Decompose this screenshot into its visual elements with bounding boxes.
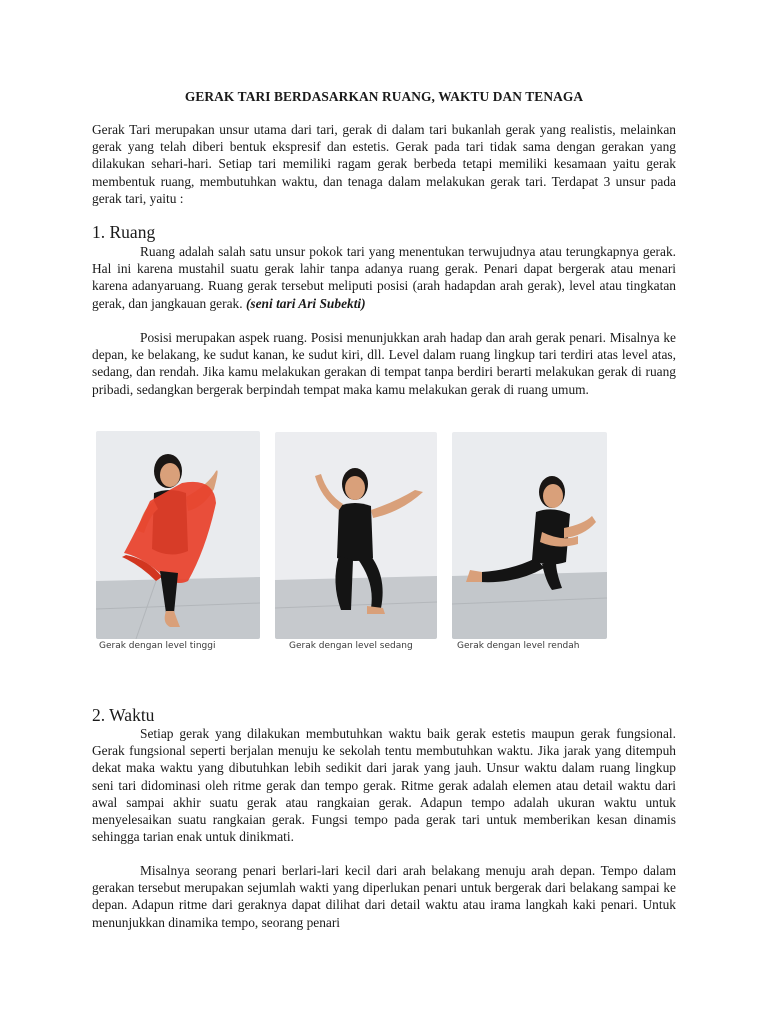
- ruang-paragraph-1: [92, 243, 676, 312]
- caption-level-sedang: Gerak dengan level sedang: [289, 641, 413, 651]
- photo-level-rendah: [452, 432, 607, 639]
- section-heading-ruang: 1. Ruang: [92, 222, 156, 242]
- citation: (seni tari Ari Subekti): [245, 295, 366, 311]
- caption-level-rendah: Gerak dengan level rendah: [457, 641, 580, 651]
- section-heading-waktu: 2. Waktu: [92, 705, 155, 725]
- ruang-paragraph-1-text: Ruang adalah salah satu unsur pokok tari yang menentukan terwujudnya atau terungkapnya gerak. Hal ini karena mustahil suatu gerak lahir tanpa adanya ruang gerak. Penari dapat bergerak atau menari karena adanyaruang. Ruang gerak tersebut meliputi posisi (arah hadapdan arah gerak), level atau tingkatan gerak, dan jangkauan gerak.: [92, 244, 676, 311]
- intro-paragraph: Gerak Tari merupakan unsur utama dari tari, gerak di dalam tari bukanlah gerak yang realistis, melainkan gerak yang telah diberi bentuk ekspresif dan estetis. Gerak pada tari tidak sama dengan gerakan yang dilakukan sehari-hari. Setiap tari memiliki ragam gerak berbeda tetapi memiliki kesamaan yaitu gerak membentuk ruang, membutuhkan waktu, dan tenaga dalam melakukan gerak tari. Terdapat 3 unsur pada gerak tari, yaitu :: [92, 122, 676, 206]
- waktu-paragraph-2: Misalnya seorang penari berlari-lari kecil dari arah belakang menuju arah depan. Tempo dalam gerakan tersebut merupakan sejumlah wakti yang diperlukan penari untuk bergerak dari belakang sampai ke depan. Adapun ritme dari geraknya dapat dilihat dari detail waktu atau irama langkah kaki penari. Untuk menunjukkan dinamika tempo, seorang penari: [92, 863, 676, 930]
- photo-level-tinggi: [96, 431, 260, 639]
- waktu-paragraph-1: Setiap gerak yang dilakukan membutuhkan waktu baik gerak estetis maupun gerak fungsional. Gerak fungsional seperti berjalan menuju ke sekolah tentu membutuhkan waktu. Jika jarak yang ditempuh dekat maka waktu yang dibutuhkan lebih sedikit dari jarak yang jauh. Unsur waktu dalam ruang lingkup seni tari didominasi oleh ritme gerak dan tempo gerak. Ritme gerak adalah elemen atau detail waktu dari awal sampai akhir suatu gerak atau rangkaian gerak. Adapun tempo adalah ukuran waktu untuk menyelesaikan suatu rangkaian gerak. Fungsi tempo pada gerak tari untuk memberikan kesan dinamis sehingga tarian enak untuk dinikmati.: [92, 726, 676, 845]
- photo-level-sedang: [275, 432, 437, 639]
- ruang-paragraph-2: Posisi merupakan aspek ruang. Posisi menunjukkan arah hadap dan arah gerak penari. Misalnya ke depan, ke belakang, ke sudut kanan, ke sudut kiri, dll. Level dalam ruang lingkup tari terdiri atas level atas, sedang, dan rendah. Jika kamu melakukan gerakan di tempat tanpa berdiri berarti melakukan gerak di ruang pribadi, sedangkan bergerak berpindah tempat maka kamu melakukan gerak di ruang umum.: [92, 330, 676, 397]
- caption-level-tinggi: Gerak dengan level tinggi: [99, 641, 216, 651]
- page-title: GERAK TARI BERDASARKAN RUANG, WAKTU DAN TENAGA: [184, 89, 584, 104]
